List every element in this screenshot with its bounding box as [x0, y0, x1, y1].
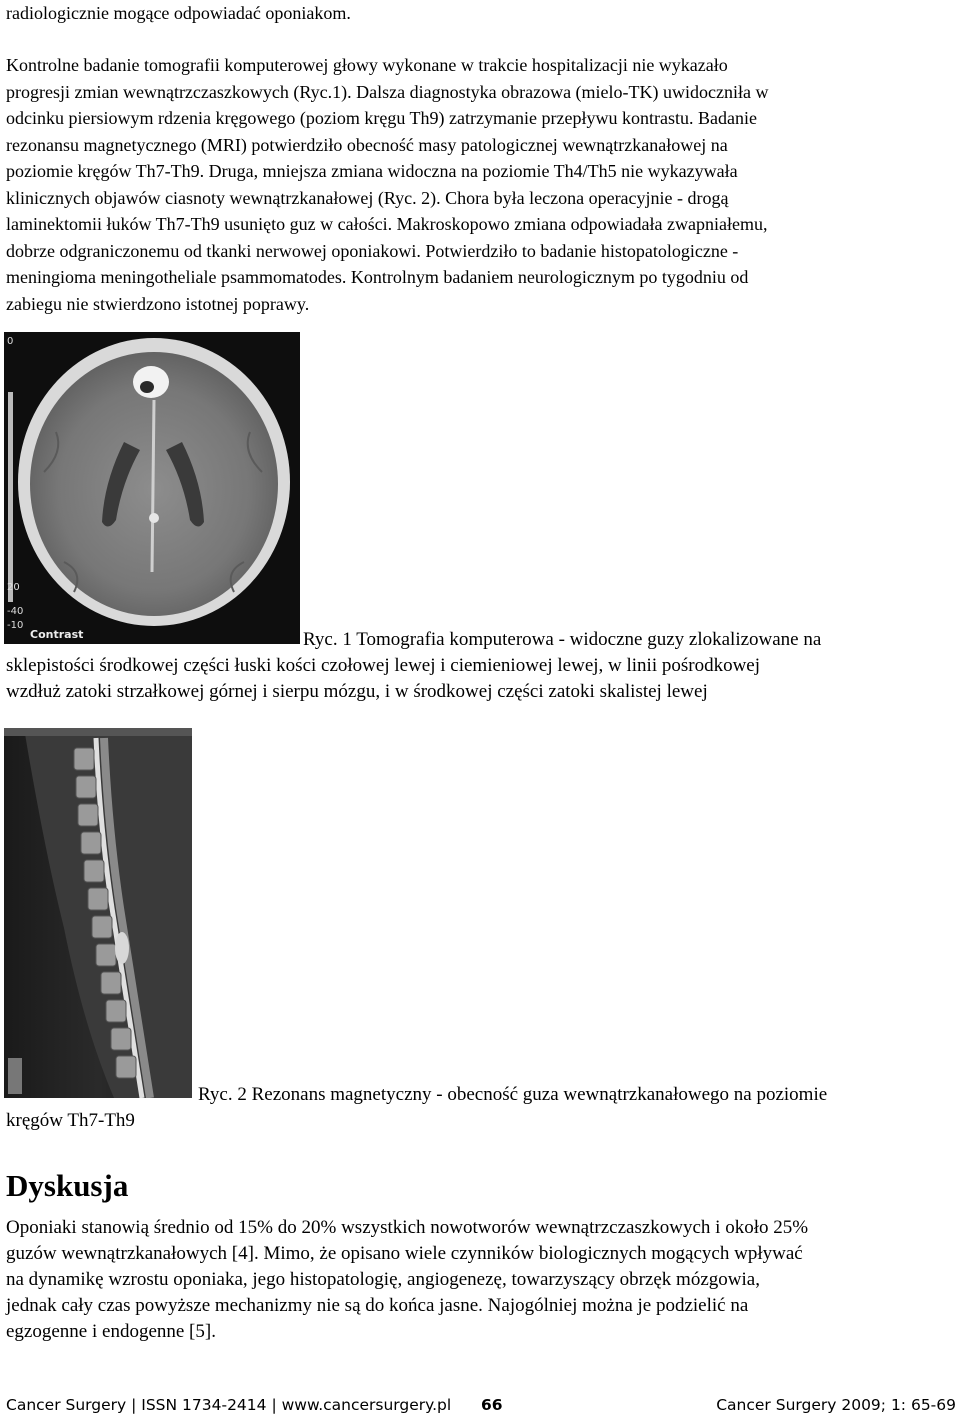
- text-line: na dynamikę wzrostu oponiaka, jego histopatologię, angiogenezę, towarzyszący obrzęk mózgowia,: [6, 1269, 760, 1290]
- text-line: progresji zmian wewnątrzczaszkowych (Ryc.1). Dalsza diagnostyka obrazowa (mielo-TK) uwidoczniła w: [6, 81, 769, 102]
- discussion-paragraph: [6, 1215, 954, 1345]
- scan-label: 20: [7, 582, 20, 593]
- text-line: meningioma meningotheliale psammomatodes. Kontrolnym badaniem neurologicznym po tygodniu od: [6, 267, 749, 287]
- footer-citation: Cancer Surgery 2009; 1: 65-69: [716, 1396, 956, 1414]
- ct-scan-image: [4, 332, 300, 644]
- text-line: dobrze odgraniczonemu od tkanki nerwowej oponiakowi. Potwierdziło to badanie histopatologiczne -: [6, 240, 739, 261]
- figure-caption: wzdłuż zatoki strzałkowej górnej i sierpu mózgu, i w środkowej części zatoki skalistej lewej: [6, 681, 708, 702]
- page-footer: [6, 1392, 956, 1418]
- text-line: laminektomii łuków Th7-Th9 usunięto guz w całości. Makroskopowo zmiana odpowiadała zwapniałemu,: [6, 214, 768, 234]
- scan-label: -10: [7, 620, 24, 631]
- text-line: zabiegu nie stwierdzono istotnej poprawy.: [6, 293, 310, 314]
- text-line: jednak cały czas powyższe mechanizmy nie są do końca jasne. Najogólniej można je podzielić na: [6, 1295, 749, 1316]
- text-line: Oponiaki stanowią średnio od 15% do 20% wszystkich nowotworów wewnątrzczaszkowych i około 25%: [6, 1217, 809, 1238]
- body-paragraph: [6, 52, 954, 317]
- figure-caption: sklepistości środkowej części łuski kości czołowej lewej i ciemieniowej lewej, w linii pośrodkowej: [6, 655, 761, 676]
- scan-label: -40: [7, 606, 24, 617]
- scan-label: Contrast: [30, 628, 84, 641]
- figure-caption: Ryc. 2 Rezonans magnetyczny - obecność guza wewnątrzkanałowego na poziomie: [198, 1084, 828, 1105]
- figure-caption: Ryc. 1 Tomografia komputerowa - widoczne guzy zlokalizowane na: [303, 629, 822, 650]
- text-line: guzów wewnątrzkanałowych [4]. Mimo, że opisano wiele czynników biologicznych mogących wpływać: [6, 1243, 803, 1264]
- text-line: klinicznych objawów ciasnoty wewnątrzkanałowej (Ryc. 2). Chora była leczona operacyjnie - drogą: [6, 187, 729, 208]
- page-number: 66: [481, 1396, 503, 1414]
- text-line: odcinku piersiowym rdzenia kręgowego (poziom kręgu Th9) zatrzymanie przepływu kontrastu. Badanie: [6, 108, 757, 128]
- scan-label: 0: [7, 336, 14, 347]
- text-line: egzogenne i endogenne [5].: [6, 1321, 216, 1342]
- text-line: poziomie kręgów Th7-Th9. Druga, mniejsza zmiana widoczna na poziomie Th4/Th5 nie wykazywała: [6, 161, 738, 181]
- figure-caption: kręgów Th7-Th9: [6, 1110, 135, 1131]
- text-line: Kontrolne badanie tomografii komputerowej głowy wykonane w trakcie hospitalizacji nie wykazało: [6, 55, 728, 75]
- footer-journal-info: Cancer Surgery | ISSN 1734-2414 | www.cancersurgery.pl: [6, 1396, 452, 1414]
- section-heading: Dyskusja: [6, 1168, 129, 1203]
- mri-spine-image: [4, 728, 192, 1098]
- text-line: rezonansu magnetycznego (MRI) potwierdziło obecność masy patologicznej wewnątrzkanałowej na: [6, 134, 728, 155]
- paragraph-fragment: radiologicznie mogące odpowiadać oponiakom.: [6, 3, 351, 23]
